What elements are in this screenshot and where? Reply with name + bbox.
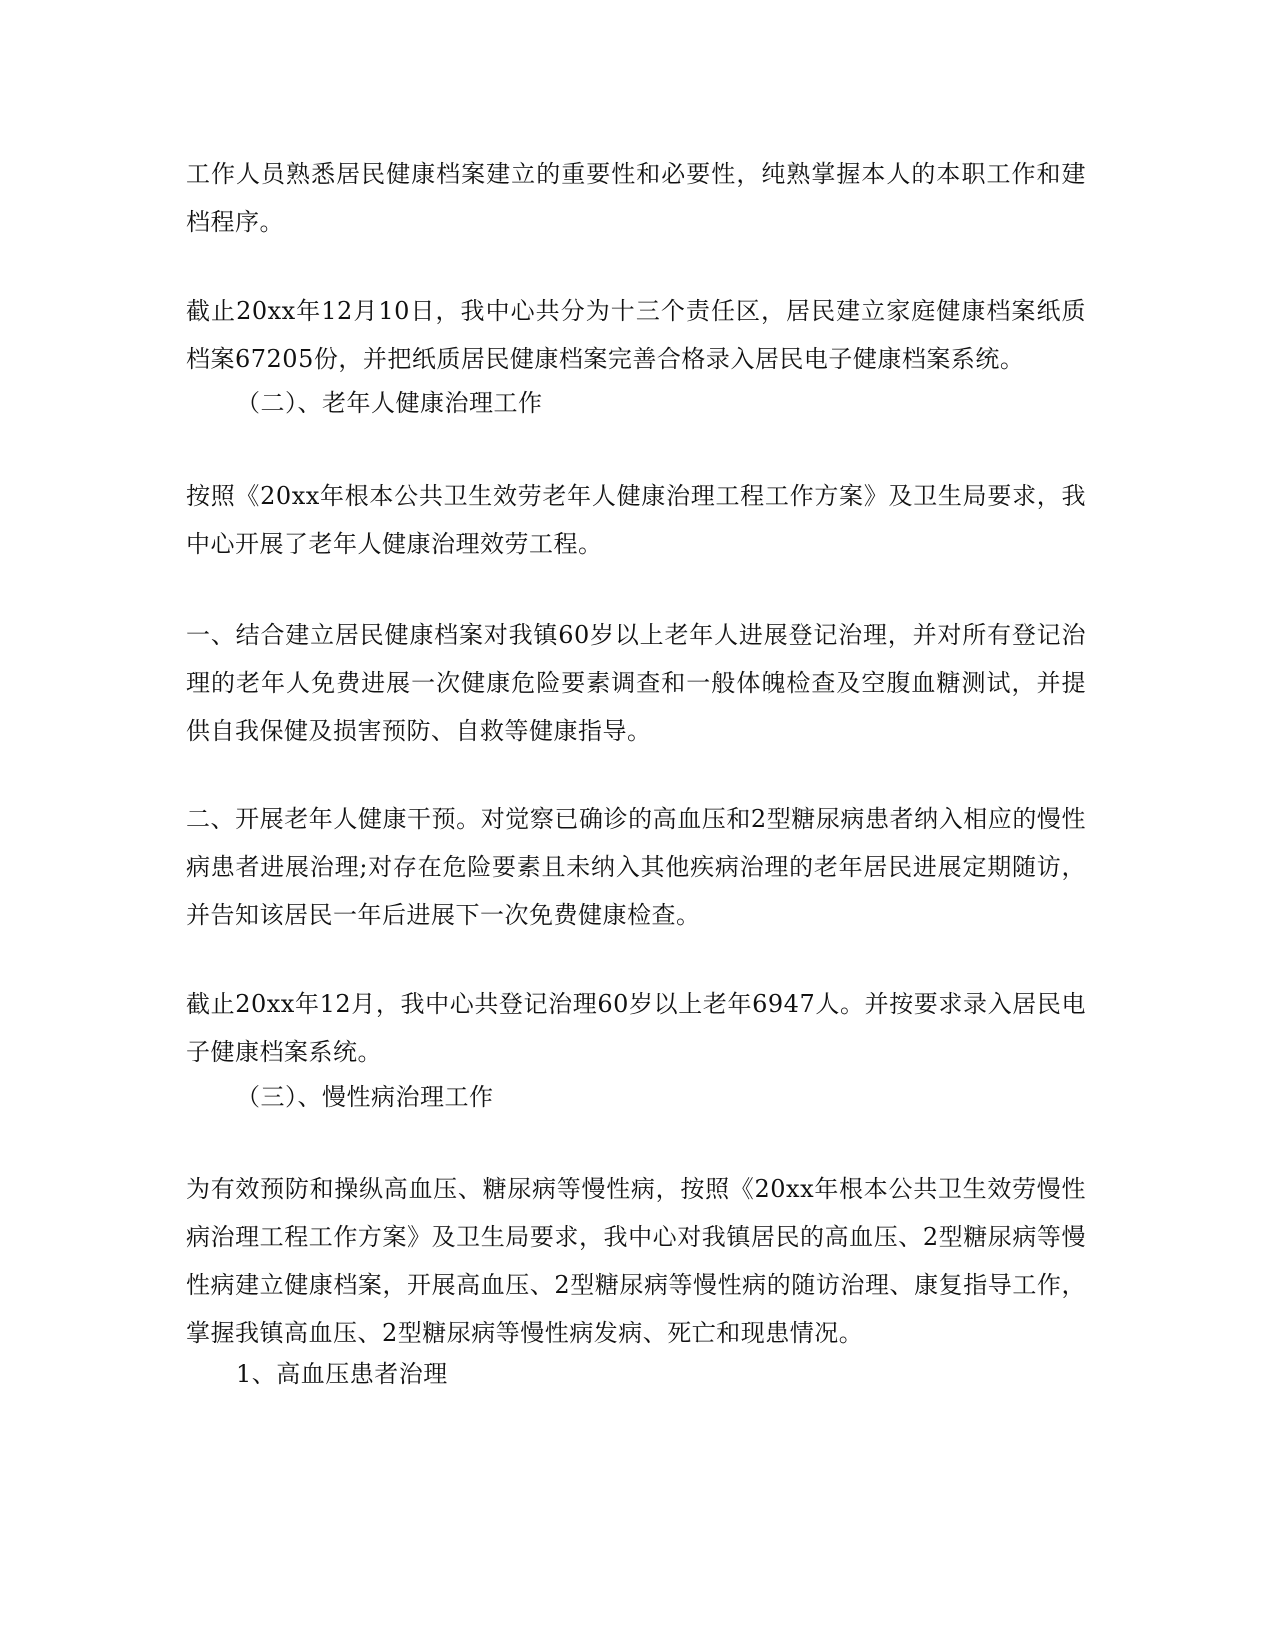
paragraph-elderly-intervention: 二、开展老年人健康干预。对觉察已确诊的高血压和2型糖尿病患者纳入相应的慢性病患者进展治理;对存在危险要素且未纳入其他疾病治理的老年居民进展定期随访，并告知该居民一年后进展下一次免费健康检查。 (186, 805, 1086, 929)
heading-elderly-health: （二）、老年人健康治理工作 (236, 389, 543, 417)
paragraph-elderly-program: 按照《20xx年根本公共卫生效劳老年人健康治理工程工作方案》及卫生局要求，我中心开展了老年人健康治理效劳工程。 (186, 482, 1086, 558)
paragraph-chronic-program: 为有效预防和操纵高血压、糖尿病等慢性病，按照《20xx年根本公共卫生效劳慢性病治理工程工作方案》及卫生局要求，我中心对我镇居民的高血压、2型糖尿病等慢性病建立健康档案，开展高血压、2型糖尿病等慢性病的随访治理、康复指导工作，掌握我镇高血压、2型糖尿病等慢性病发病、死亡和现患情况。 (186, 1175, 1086, 1347)
paragraph-elderly-count: 截止20xx年12月，我中心共登记治理60岁以上老年6947人。并按要求录入居民电子健康档案系统。 (186, 990, 1086, 1066)
paragraph-archive-count: 截止20xx年12月10日，我中心共分为十三个责任区，居民建立家庭健康档案纸质档案67205份，并把纸质居民健康档案完善合格录入居民电子健康档案系统。 (186, 297, 1086, 373)
paragraph-staff-familiarity: 工作人员熟悉居民健康档案建立的重要性和必要性，纯熟掌握本人的本职工作和建档程序。 (186, 160, 1086, 236)
paragraph-elderly-registration: 一、结合建立居民健康档案对我镇60岁以上老年人进展登记治理，并对所有登记治理的老年人免费进展一次健康危险要素调查和一般体魄检查及空腹血糖测试，并提供自我保健及损害预防、自救等健康指导。 (186, 621, 1086, 745)
heading-chronic-disease: （三）、慢性病治理工作 (236, 1083, 494, 1111)
heading-hypertension: 1、高血压患者治理 (236, 1360, 448, 1388)
